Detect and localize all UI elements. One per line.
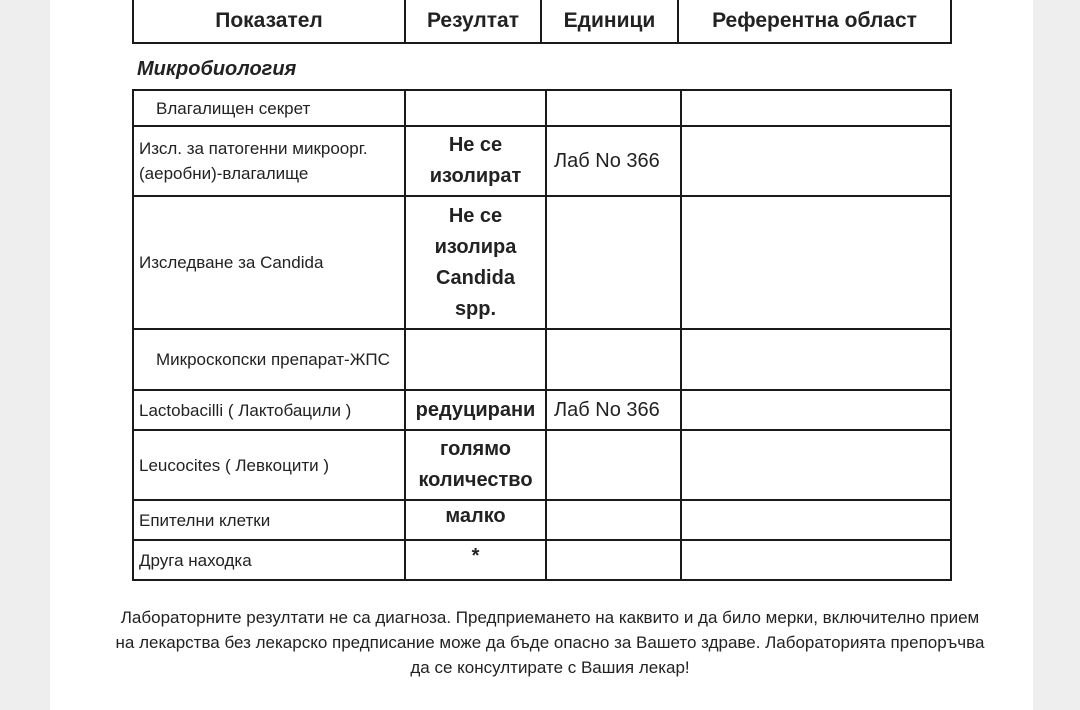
row-reference — [681, 500, 951, 540]
header-units: Единици — [541, 0, 678, 43]
row-units: Лаб No 366 — [546, 126, 681, 196]
row-units: Лаб No 366 — [546, 390, 681, 430]
row-name: Епителни клетки — [133, 500, 405, 540]
row-result: Не се изолира Candida spp. — [405, 196, 546, 329]
table-row — [133, 90, 951, 126]
row-units — [546, 500, 681, 540]
row-reference — [681, 540, 951, 580]
row-result: Не се изолират — [405, 126, 546, 196]
row-reference — [681, 329, 951, 390]
disclaimer-text: Лабораторните резултати не са диагноза. Предприемането на каквито и да било мерки, включително прием на лекарства без лекарско предписание може да бъде опасно за Вашето здраве. Лабораторията препоръчва да се консултирате с Вашия лекар! — [115, 608, 985, 677]
row-result: редуцирани — [405, 390, 546, 430]
row-reference — [681, 126, 951, 196]
row-name: Влагалищен секрет — [133, 90, 405, 126]
table-row — [133, 500, 951, 540]
row-units — [546, 430, 681, 500]
row-result — [405, 90, 546, 126]
report-page — [50, 0, 1033, 710]
row-units — [546, 329, 681, 390]
row-name: Микроскопски препарат-ЖПС — [133, 329, 405, 390]
row-result: малко — [405, 500, 546, 540]
header-row — [133, 0, 951, 43]
row-reference — [681, 196, 951, 329]
header-reference: Референтна област — [678, 0, 951, 43]
row-name: Lactobacilli ( Лактобацили ) — [133, 390, 405, 430]
row-units — [546, 196, 681, 329]
row-reference — [681, 90, 951, 126]
header-result: Резултат — [405, 0, 541, 43]
table-row — [133, 329, 951, 390]
row-reference — [681, 430, 951, 500]
row-units — [546, 540, 681, 580]
row-units — [546, 90, 681, 126]
row-name: Друга находка — [133, 540, 405, 580]
row-reference — [681, 390, 951, 430]
section-title: Микробиология — [137, 58, 297, 80]
table-row — [133, 540, 951, 580]
microbiology-table — [132, 89, 952, 581]
table-row — [133, 196, 951, 329]
row-result — [405, 329, 546, 390]
table-row — [133, 390, 951, 430]
row-name: Leucocites ( Левкоцити ) — [133, 430, 405, 500]
row-name: Изсл. за патогенни микроорг. (аеробни)-влагалище — [133, 126, 405, 196]
row-result: * — [405, 540, 546, 580]
table-row — [133, 430, 951, 500]
row-result: голямо количество — [405, 430, 546, 500]
header-indicator: Показател — [133, 0, 405, 43]
table-row — [133, 126, 951, 196]
results-header-table — [132, 0, 952, 44]
row-name: Изследване за Candida — [133, 196, 405, 329]
